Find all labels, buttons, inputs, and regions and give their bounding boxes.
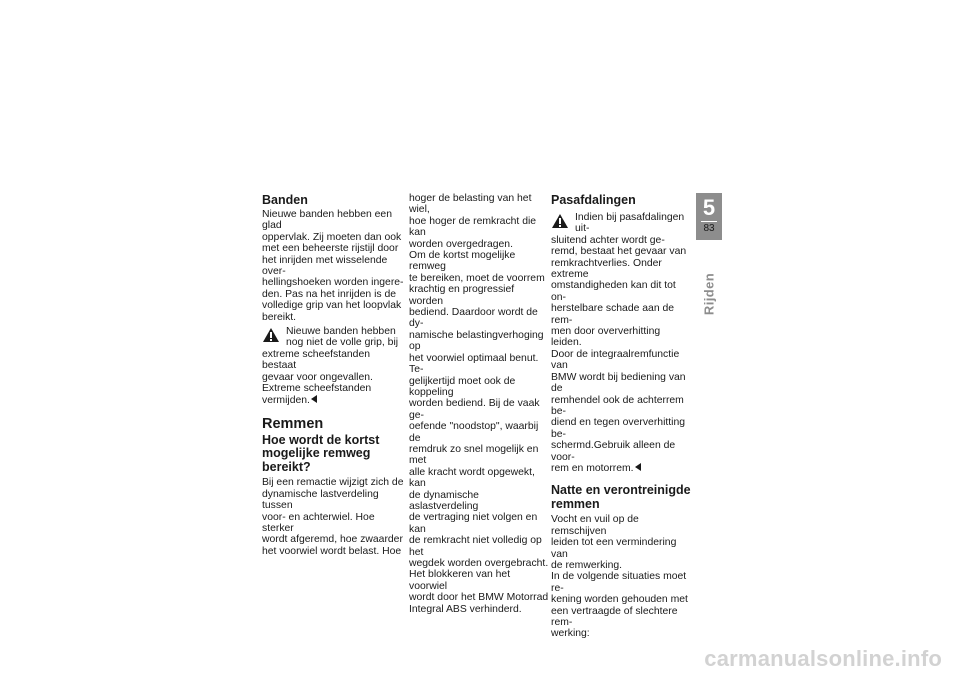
warning-text-pasafdalingen: Indien bij pasafdalingen uit- sluitend achter wordt ge- remd, bestaat het gevaar van remkrachtverlies. Onder extreme omstandigheden kan dit tot on- herstelbare schade aan de rem- men door oververhitting leiden. Door de integraalremfunctie van BMW wordt bij bediening van de remhendel ook de achterrem be- diend en tegen oververhitting be- schermd.Gebruik alleen de voor- rem en motorrem.: [551, 212, 687, 474]
column-left: [262, 193, 404, 557]
heading-natte-remmen: Natte en verontreinigde remmen: [551, 483, 691, 511]
page-number: 83: [703, 223, 715, 234]
warning-pasafdalingen: [551, 212, 693, 474]
warning-banden: [262, 326, 404, 406]
warning-text-banden: Nieuwe banden hebben nog niet de volle grip, bij extreme scheefstanden bestaat gevaar voor ongevallen. Extreme scheefstanden vermijden.: [262, 326, 399, 406]
warning-triangle-icon: [551, 213, 569, 229]
paragraph-remmen-vervolg: hoger de belasting van het wiel, hoe hoger de remkracht die kan worden overgedragen. Om de kortst mogelijke remweg te bereiken, moet de voorrem krachtig en progressief worden bediend. Daardoor wordt de dy- namische belastingverhoging op het voorwiel optimaal benut. Te- gelijkertijd moet ook de koppeling worden bediend. Bij de vaak ge- oefende "noodstop", waarbij de remdruk zo snel mogelijk en met alle kracht wordt opgewekt, kan de dynamische aslastverdeling de vertraging niet volgen en kan de remkracht niet volledig op het wegdek worden overgebracht. Het blokkeren van het voorwiel wordt door het BMW Motorrad Integral ABS verhinderd.: [409, 193, 549, 615]
tab-divider: [701, 221, 717, 222]
warning-triangle-icon: [262, 327, 280, 343]
heading-remmen: Remmen: [262, 415, 324, 432]
chapter-tab: [696, 193, 722, 240]
heading-banden: Banden: [262, 193, 308, 207]
chapter-number: 5: [702, 195, 716, 220]
heading-pasafdalingen: Pasafdalingen: [551, 193, 636, 207]
subheading-kortst-remweg: Hoe wordt de kortst mogelijke remweg bereikt?: [262, 432, 380, 474]
end-triangle-icon: [635, 463, 641, 471]
column-middle: [409, 193, 551, 615]
end-triangle-icon: [311, 395, 317, 403]
paragraph-remmen: Bij een remactie wijzigt zich de dynamische lastverdeling tussen voor- en achterwiel. Hoe sterker wordt afgeremd, hoe zwaarder het voorwiel wordt belast. Hoe: [262, 477, 404, 557]
paragraph-natte-remmen: Vocht en vuil op de remschijven leiden tot een vermindering van de remwerking. In de volgende situaties moet re- kening worden gehouden met een vertraagde of slechtere rem- werking:: [551, 514, 688, 640]
column-right: [551, 193, 693, 640]
paragraph-banden: Nieuwe banden hebben een glad oppervlak. Zij moeten dan ook met een beheerste rijstijl door het inrijden met wisselende over- hellingshoeken worden ingere- den. Pas na het inrijden is de volledige grip van het loopvlak bereikt.: [262, 209, 404, 323]
section-label: Rijden: [701, 272, 717, 316]
watermark: carmanualsonline.info: [704, 646, 942, 671]
